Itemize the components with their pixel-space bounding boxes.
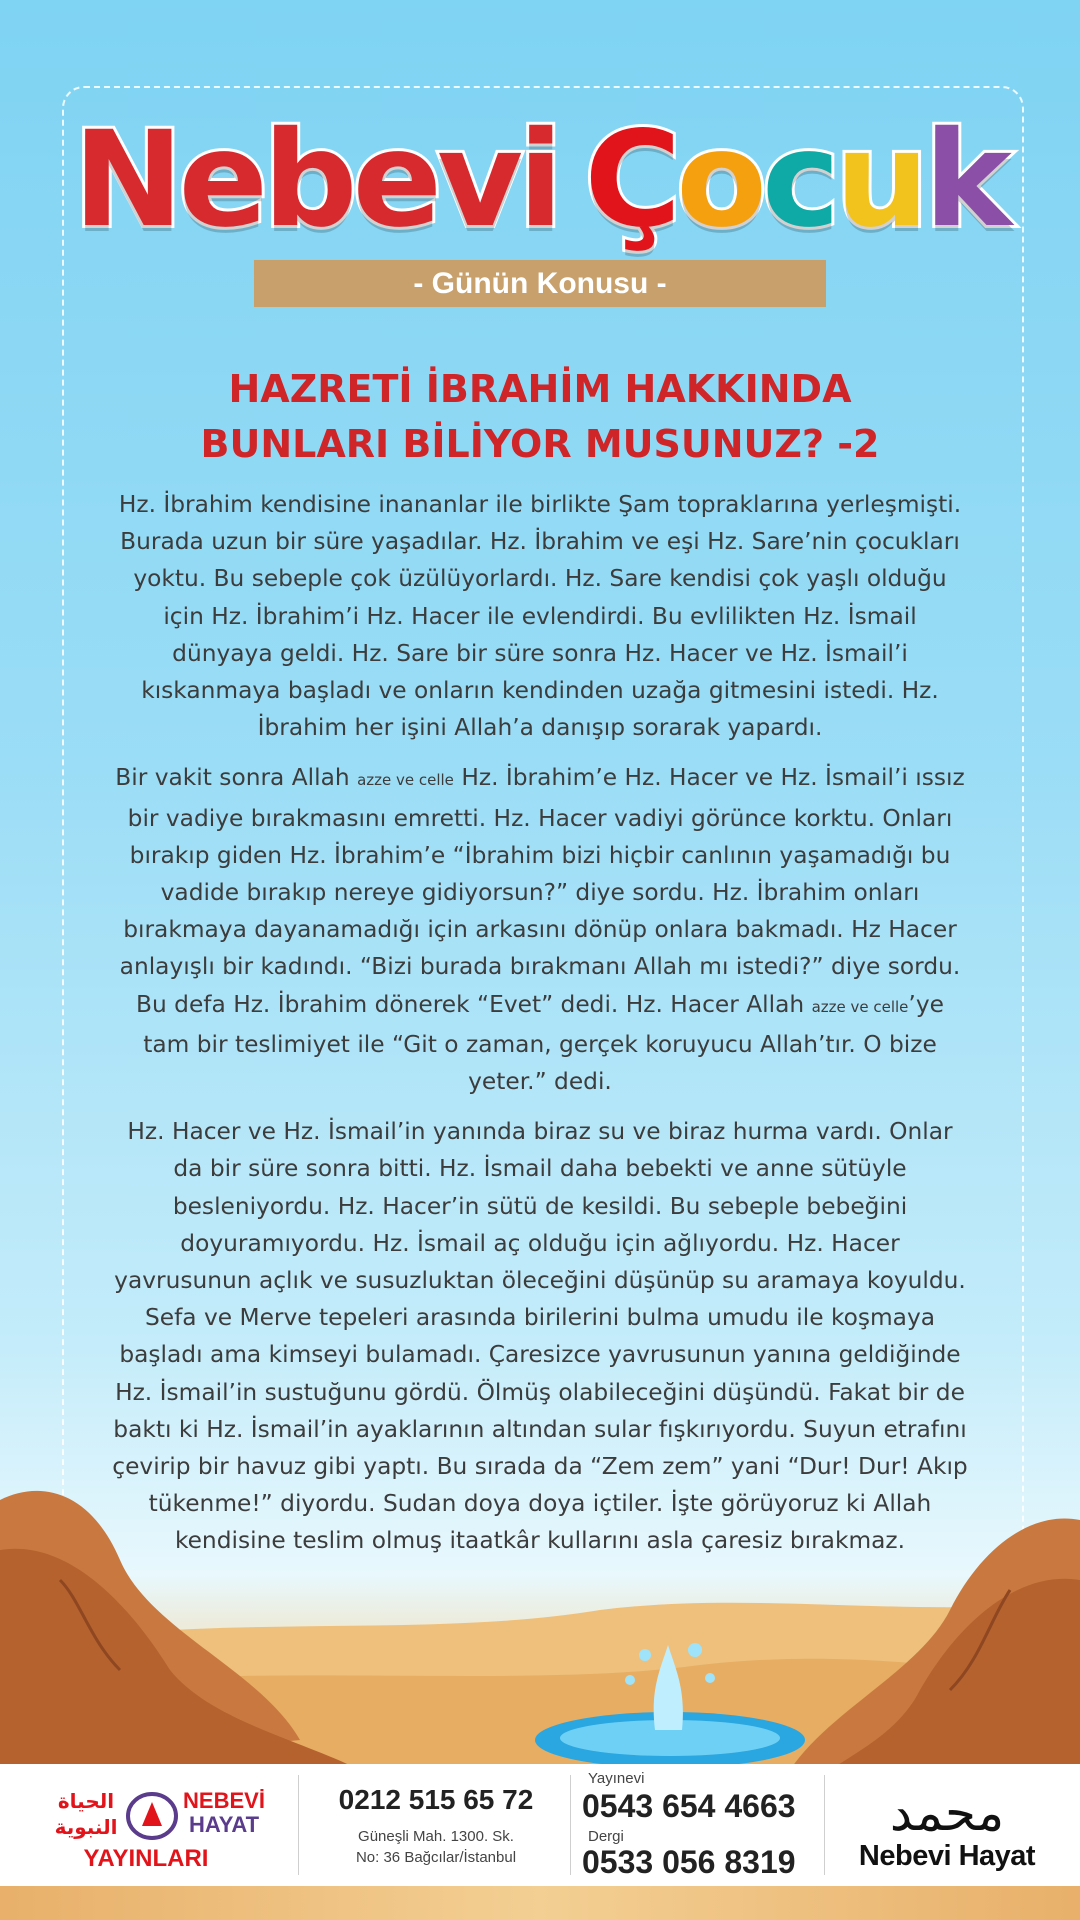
logo-letter: Ç	[584, 103, 677, 257]
logo-letter: u	[835, 103, 925, 257]
phone-magazine: 0533 056 8319	[582, 1844, 796, 1880]
logo-word-nebevi: Nebevi	[73, 103, 559, 257]
address: Güneşli Mah. 1300. Sk. No: 36 Bağcılar/İstanbul	[355, 1828, 517, 1866]
subtitle-ribbon: - Günün Konusu -	[254, 260, 826, 307]
svg-text:الحياة: الحياة	[57, 1789, 115, 1813]
paragraph-3: Hz. Hacer ve Hz. İsmail’in yanında biraz su ve biraz hurma vardı. Onlar da bir süre sonra bitti. Hz. İsmail daha bebekti ve anne sütüyle besleniyordu. Hz. Hacer’in sütü de kesildi. Bu sebeple bebeğini doyuramıyordu. Hz. İsmail aç olduğu için ağlıyordu. Hz. Hacer yavrusunun açlık ve susuzluktan öleceğini düşünüp su aramaya koyuldu. Sefa ve Merve tepeleri arasında birilerini bulma umudu ile koşmaya başladı ama kimseyi bulamadı. Çaresizce yavrusunun yanına geldiğinde Hz. İsmail’in sustuğunu gördü. Ölmüş olabileceğini düşündü. Fakat bir de baktı ki Hz. İsmail’in ayaklarının altından sular fışkırıyordu. Suyun etrafını çevirip bir havuz gibi yaptı. Bu sırada da “Zem zem” yani “Dur! Dur! Akıp tükenme!” diyordu. Sudan doya doya içtiler. İşte görüyoruz ki Allah kendisine teslim olmuş itaatkâr kullarını asla çaresiz bırakmaz.	[112, 1118, 968, 1555]
label-magazine: Dergi	[588, 1828, 624, 1845]
honorific-text: azze ve celle	[811, 997, 909, 1016]
svg-text:النبوية: النبوية	[54, 1815, 118, 1839]
divider	[298, 1775, 299, 1875]
svg-text:NEBEVİ: NEBEVİ	[183, 1788, 265, 1813]
nebevi-cocuk-logo	[0, 100, 1080, 260]
paragraph-1: Hz. İbrahim kendisine inananlar ile birlikte Şam topraklarına yerleşmişti. Burada uzun bir süre yaşadılar. Hz. İbrahim ve eşi Hz. Sare’nin çocukları yoktu. Bu sebeple çok üzülüyorlardı. Hz. Sare kendisi çok yaşlı olduğu için Hz. İbrahim’i Hz. Hacer ile evlendirdi. Bu evlilikten Hz. İsmail dünyaya geldi. Hz. Sare bir süre sonra Hz. Hacer ve Hz. İsmail’i kıskanmaya başladı ve onların kendinden uzağa gitmesini istedi. Hz. İbrahim her işini Allah’a danışıp sorarak yapardı.	[118, 491, 962, 742]
logo-word-cocuk	[584, 100, 1007, 260]
article-body	[112, 486, 968, 1573]
logo-letter: k	[924, 103, 1007, 257]
divider	[824, 1775, 825, 1875]
svg-text:HAYAT: HAYAT	[188, 1812, 260, 1837]
logo-letter: o	[676, 103, 762, 257]
footer-strip	[0, 1886, 1080, 1920]
title-line: BUNLARI BİLİYOR MUSUNUZ? -2	[200, 422, 880, 466]
phone-publisher: 0543 654 4663	[582, 1788, 796, 1824]
nebevi-hayat-yayinlari-logo	[46, 1778, 286, 1874]
label-publisher: Yayınevi	[588, 1770, 645, 1787]
divider	[570, 1775, 571, 1875]
svg-text:محمد: محمد	[889, 1784, 1005, 1842]
brand-name: Nebevi Hayat	[858, 1840, 1036, 1872]
article-title	[100, 362, 980, 472]
desert-illustration	[0, 1440, 1080, 1770]
title-line: HAZRETİ İBRAHİM HAKKINDA	[228, 367, 852, 411]
honorific-text: azze ve celle	[357, 771, 454, 790]
svg-text:YAYINLARI: YAYINLARI	[83, 1845, 209, 1872]
paragraph-2: Bir vakit sonra Allah azze ve celle Hz. İbrahim’e Hz. Hacer ve Hz. İsmail’i ıssız bir vadiye bırakmasını emretti. Hz. Hacer vadiyi görünce korktu. Onları bırakıp giden Hz. İbrahim’e “İbrahim bizi hiçbir canlının yaşamadığı bu vadide bırakıp nereye gidiyorsun?” diye sordu. Hz. İbrahim onları bırakmaya dayanamadığı için arkasını dönüp onlara bakmadı. Hz Hacer anlayışlı bir kadındı. “Bizi burada bırakmanı Allah mı istedi?” diye sordu. Bu defa Hz. İbrahim dönerek “Evet” dedi. Hz. Hacer Allah azze ve celle’ye tam bir teslimiyet ile “Git o zaman, gerçek koruyucu Allah’tır. O bize yeter.” dedi.	[115, 764, 965, 1096]
logo-letter: c	[761, 103, 836, 257]
phone-main: 0212 515 65 72	[338, 1784, 534, 1815]
